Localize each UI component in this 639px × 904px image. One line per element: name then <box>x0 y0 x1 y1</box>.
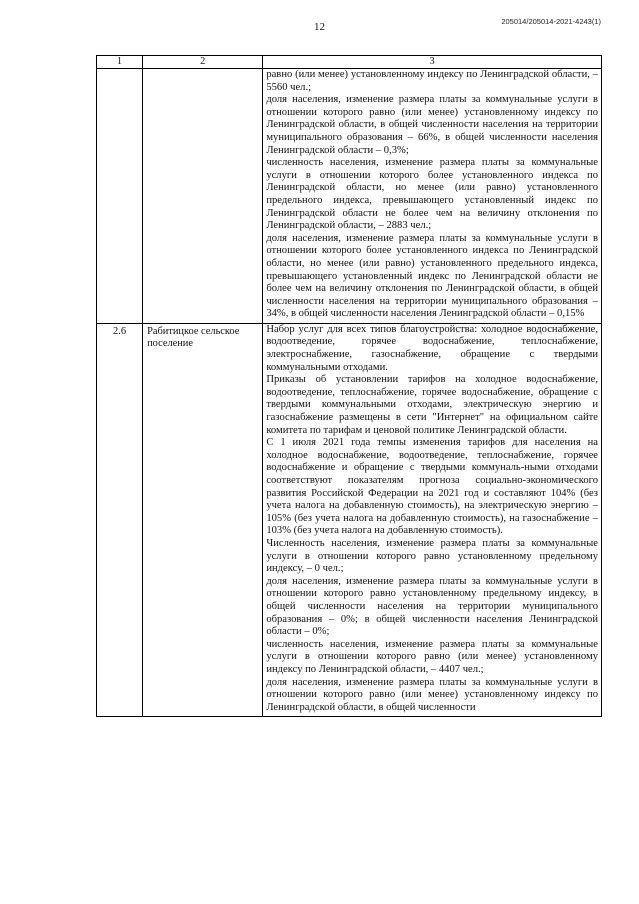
row-content-cell <box>263 69 602 324</box>
row-name-cell: Рабитицкое сельское поселение <box>143 323 263 716</box>
paragraph: численность населения, изменение размера платы за коммунальные услуги в отношении которого равно (или менее) установленному индексу по Ленинградской области, – 4407 чел.; <box>266 638 598 675</box>
table-header-row <box>97 56 602 69</box>
header-col-1: 1 <box>97 56 143 69</box>
paragraph: доля населения, изменение размера платы за коммунальные услуги в отношении которого равно (или менее) установленному индексу по Ленинградской области, в общей численности населения на территории муниципального образования – 66%, в общей численности населения Ленинградской области – 0,3%; <box>266 94 598 156</box>
paragraph: численность населения, изменение размера платы за коммунальные услуги в отношении которого более установленного индекса по Ленинградской области, но менее (или равно) установленного предельного индекса, превышающего установленный индекс по Ленинградской области не более чем на величину отклонения по Ленинградской области, – 2883 чел.; <box>266 157 598 232</box>
paragraph: равно (или менее) установленному индексу по Ленинградской области, – 5560 чел.; <box>266 69 598 93</box>
paragraph: Набор услуг для всех типов благоустройства: холодное водоснабжение, водоотведение, горячее водоснабжение, теплоснабжение, электроснабжение, газоснабжение, обращение с твердыми коммунальными отходами. <box>266 323 598 373</box>
row-name-cell <box>143 69 263 324</box>
paragraph: доля населения, изменение размера платы за коммунальные услуги в отношении которого равно (или менее) установленному индексу по Ленинградской области, в общей численности <box>266 676 598 713</box>
paragraph: доля населения, изменение размера платы за коммунальные услуги в отношении которого более установленного индекса по Ленинградской области, но менее (или равно) установленного предельного индекса, превышающего установленный индекс по Ленинградской области не более чем на величину отклонения по Ленинградской области, в общей численности населения на территории муниципального образования – 34%, в общей численности населения Ленинградской области – 0,15% <box>266 232 598 320</box>
header-col-3: 3 <box>263 56 602 69</box>
document-table <box>96 55 602 717</box>
table-row-continuation <box>97 69 602 324</box>
header-col-2: 2 <box>143 56 263 69</box>
paragraph: С 1 июля 2021 года темпы изменения тарифов для населения на холодное водоснабжение, водоотведение, теплоснабжение, горячее водоснабжение и обращение с твердыми коммуналь-ными отходами соответствуют показателям прогноза социально-экономического развития Российской Федерации на 2021 год и составляют 104% (без учета налога на добавленную стоимость), на электрическую энергию – 105% (без учета налога на добавленную стоимость), на газоснабжение – 103% (без учета налога на добавленную стоимость). <box>266 437 598 537</box>
paragraph: Приказы об установлении тарифов на холодное водоснабжение, водоотведение, теплоснабжение, горячее водоснабжение, обращение с твердыми коммунальными отходами, электрическую энергию и газоснабжение размещены в сети "Интернет" на официальном сайте комитета по тарифам и ценовой политике Ленинградской области. <box>266 374 598 436</box>
paragraph: Численность населения, изменение размера платы за коммунальные услуги в отношении которого равно установленному предельному индексу, – 0 чел.; <box>266 537 598 575</box>
row-number-cell: 2.6 <box>97 323 143 716</box>
page-number: 12 <box>314 21 325 33</box>
document-id: 205014/205014-2021-4243(1) <box>501 17 601 26</box>
row-content-cell <box>263 323 602 716</box>
row-number-cell <box>97 69 143 324</box>
paragraph: доля населения, изменение размера платы за коммунальные услуги в отношении которого равно установленному предельному индексу, в общей численности населения на территории муниципального образования – 0%; в общей численности населения Ленинградской области – 0%; <box>266 575 598 638</box>
table-row-2-6 <box>97 323 602 716</box>
